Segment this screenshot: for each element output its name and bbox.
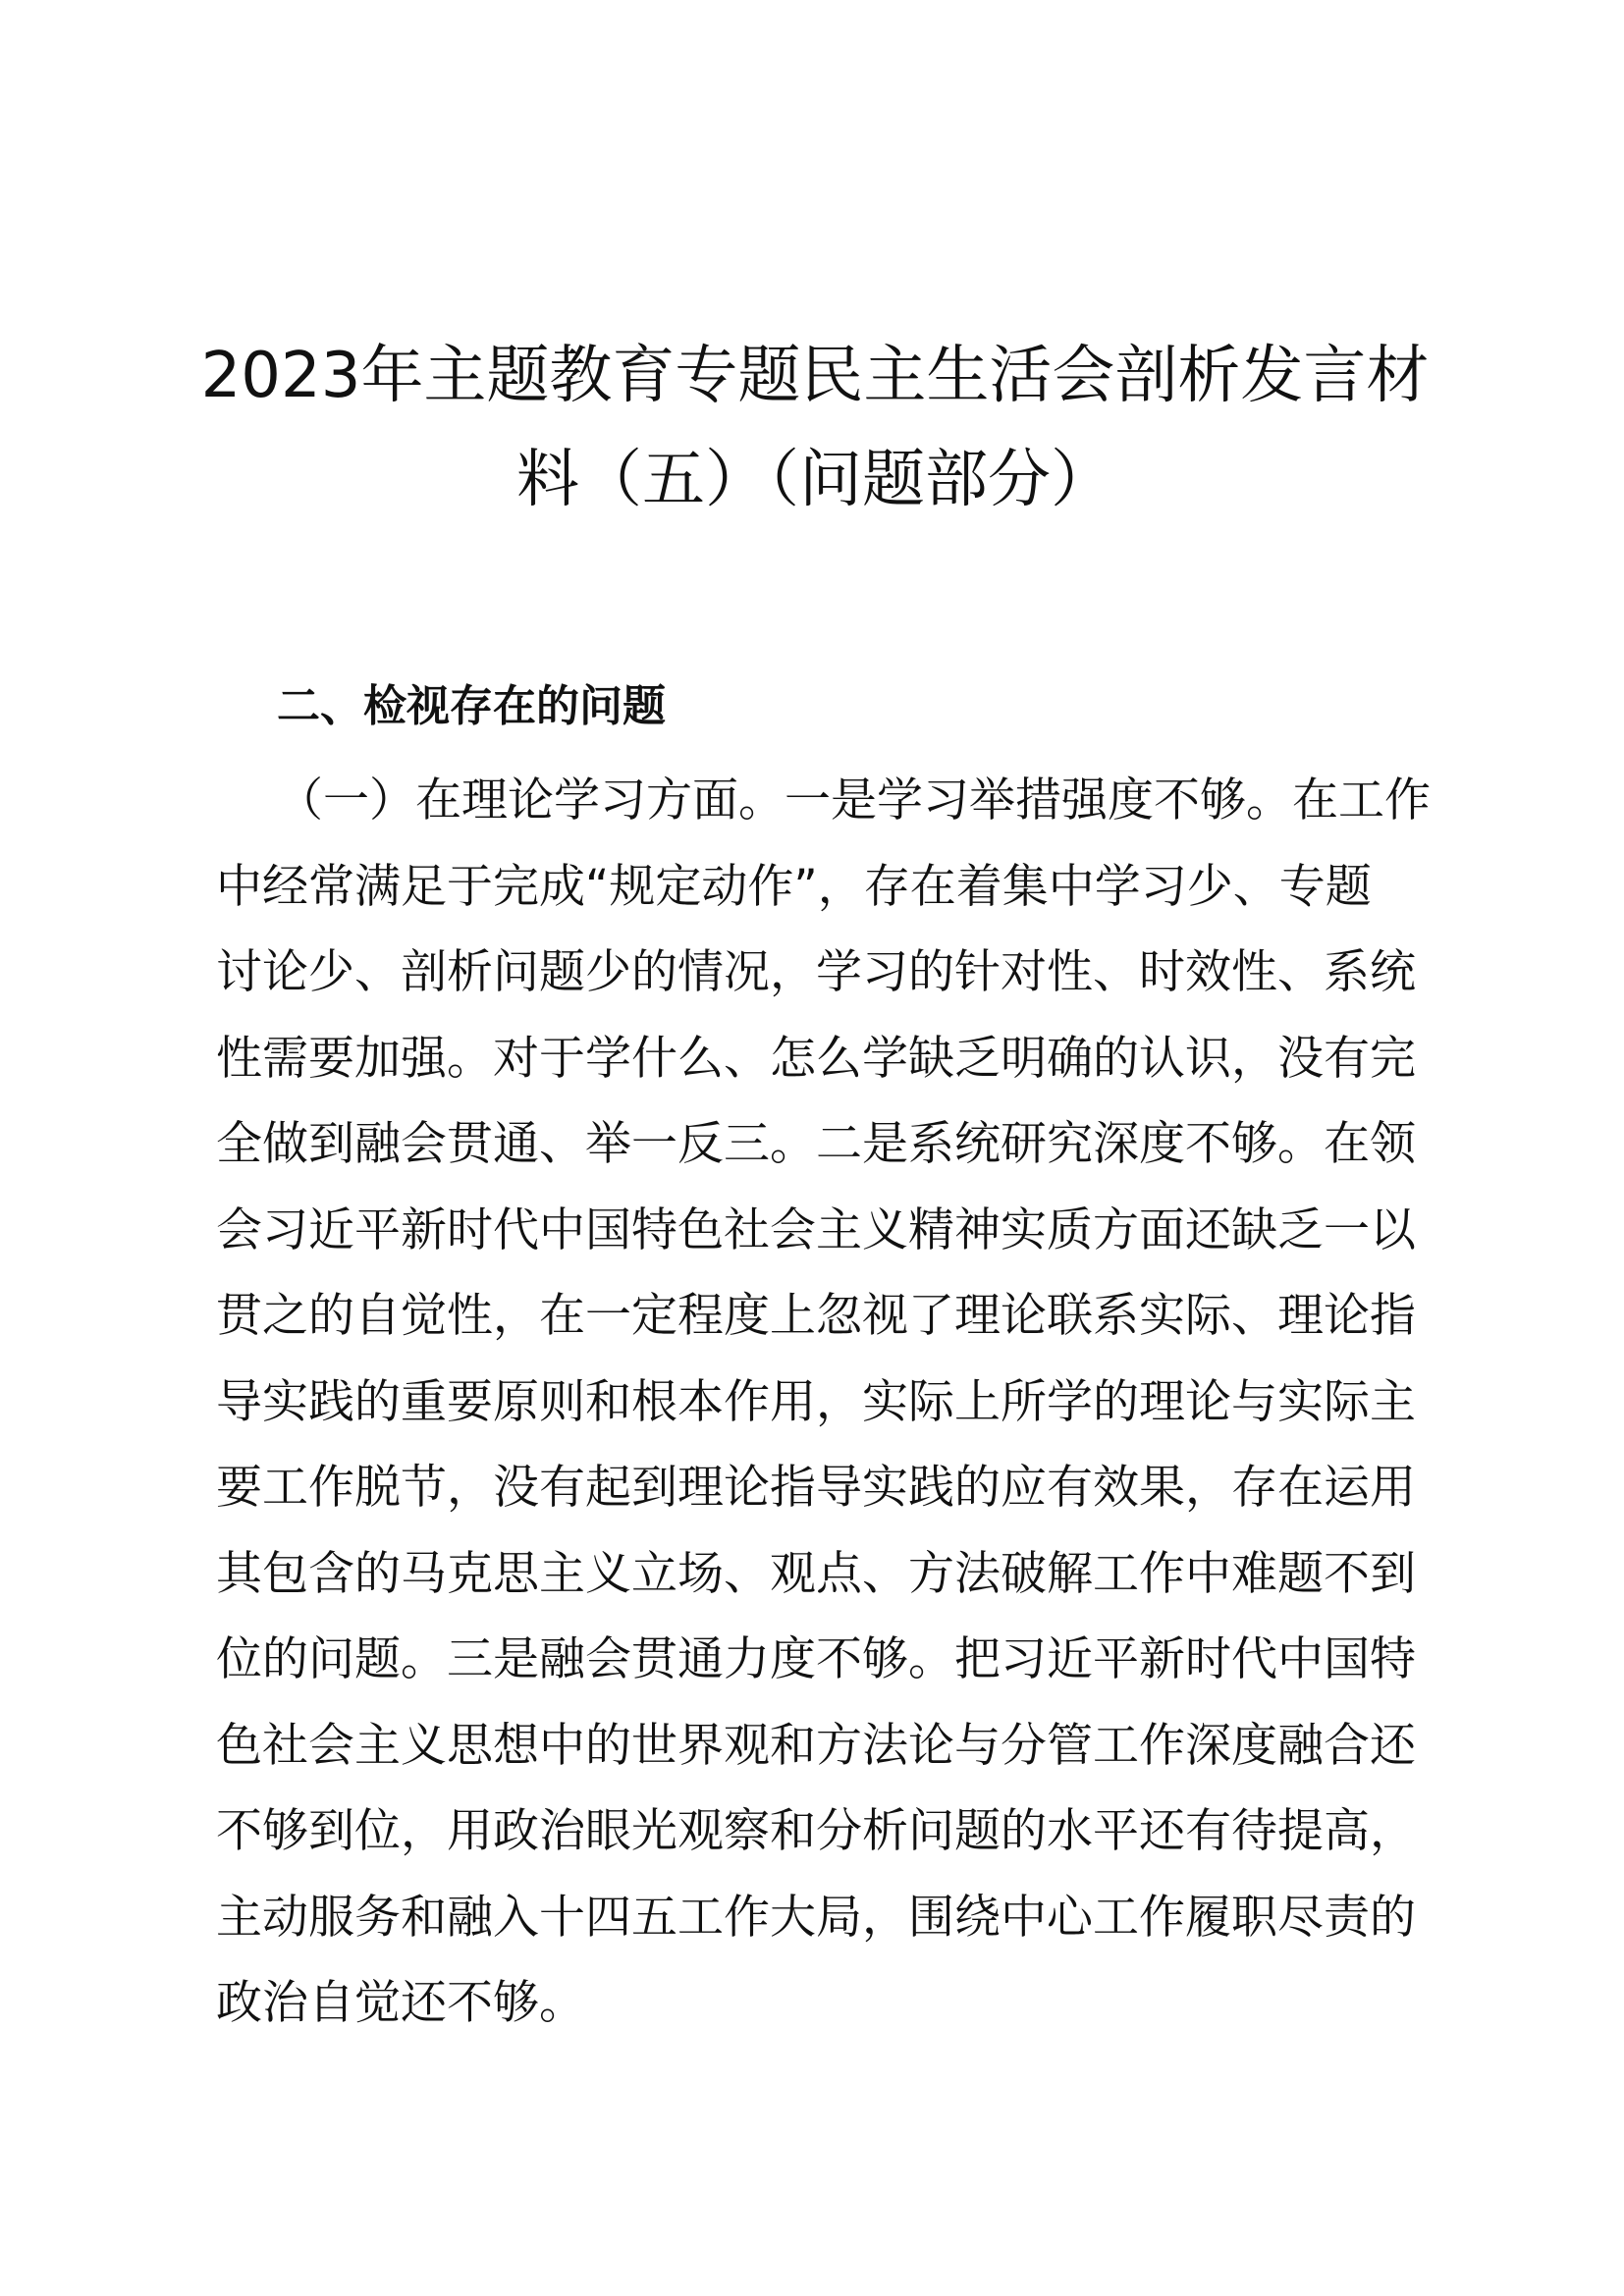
title-line-1: 2023年主题教育专题民主生活会剖析发言材 [200, 340, 1430, 412]
paragraph-line: 主动服务和融入十四五工作大局，围绕中心工作履职尽责的 [216, 1890, 1416, 1945]
document-title [196, 324, 1434, 532]
paragraph-line: 性需要加强。对于学什么、怎么学缺乏明确的认识，没有完 [216, 1031, 1416, 1086]
paragraph-line: 中经常满足于完成“规定动作”，存在着集中学习少、专题 [216, 859, 1372, 914]
paragraph-line: 政治自觉还不够。 [216, 1976, 585, 2030]
paragraph-line: 要工作脱节，没有起到理论指导实践的应有效果，存在运用 [216, 1461, 1416, 1515]
paragraph-line: 位的问题。三是融会贯通力度不够。把习近平新时代中国特 [216, 1632, 1416, 1686]
paragraph-line: 会习近平新时代中国特色社会主义精神实质方面还缺乏一以 [216, 1202, 1416, 1257]
paragraph-line: 全做到融会贯通、举一反三。二是系统研究深度不够。在领 [216, 1117, 1416, 1171]
body-paragraph [216, 758, 1431, 2047]
section-heading: 二、检视存在的问题 [277, 681, 666, 731]
paragraph-line: 色社会主义思想中的世界观和方法论与分管工作深度融合还 [216, 1718, 1416, 1773]
paragraph-line: 不够到位，用政治眼光观察和分析问题的水平还有待提高， [216, 1804, 1416, 1858]
paragraph-line: 导实践的重要原则和根本作用，实际上所学的理论与实际主 [216, 1374, 1416, 1429]
paragraph-line: 讨论少、剖析问题少的情况，学习的针对性、时效性、系统 [216, 945, 1416, 999]
paragraph-line: 贯之的自觉性，在一定程度上忽视了理论联系实际、理论指 [216, 1289, 1416, 1343]
paragraph-line: （一）在理论学习方面。一是学习举措强度不够。在工作 [277, 774, 1431, 828]
title-line-2: 料（五）（问题部分） [516, 444, 1113, 516]
paragraph-line: 其包含的马克思主义立场、观点、方法破解工作中难题不到 [216, 1546, 1416, 1601]
